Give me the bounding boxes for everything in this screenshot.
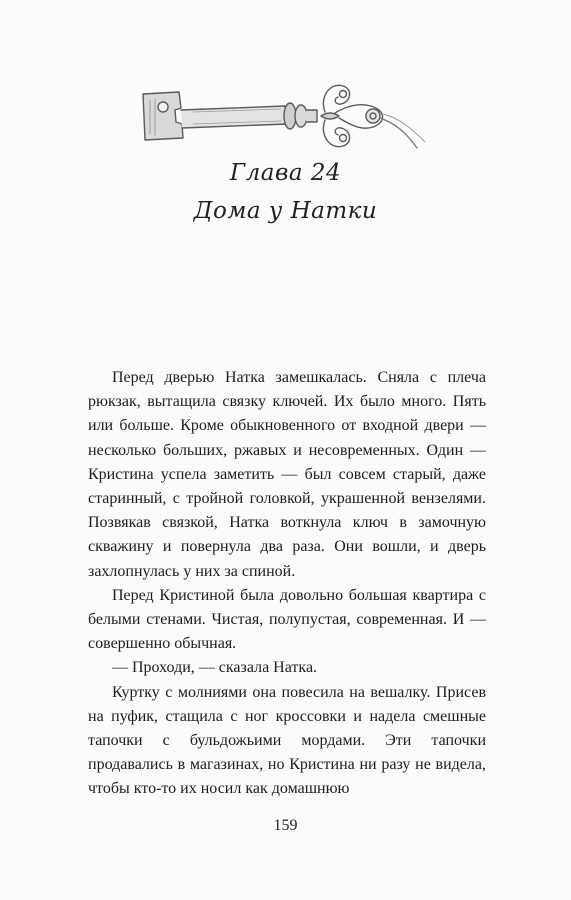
chapter-number: Глава 24 — [229, 160, 342, 186]
page-number: 159 — [273, 817, 298, 834]
body-text — [88, 366, 486, 802]
paragraph: Куртку с молниями она повесила на вешалку. Присев на пуфик, стащила с ног кроссовки и надела смешные тапочки с бульдожьими мордами. Эти тапочки продавались в магазинах, но Кристина ни разу не видела, чтобы кто-то их носил как домашнюю — [88, 683, 486, 798]
paragraph: Перед Кристиной была довольно большая квартира с белыми стенами. Чистая, полупустая, современная. И — совершенно обычная. — [88, 586, 486, 653]
paragraph: Перед дверью Натка замешкалась. Сняла с плеча рюкзак, вытащила связку ключей. Их было много. Пять или больше. Кроме обыкновенного от входной двери — несколько больших, ржавых и несовременных. Один — Кристина успела заметить — был совсем старый, даже старинный, с тройной головкой, украшенной вензелями. Позвякав связкой, Натка воткнула ключ в замочную скважину и повернула два раза. Они вошли, и дверь захлопнулась у них за спиной. — [88, 369, 486, 580]
chapter-title: Дома у Натки — [193, 198, 378, 224]
paragraph: — Проходи, — сказала Натка. — [112, 659, 318, 677]
ornate-key-icon — [135, 72, 445, 162]
